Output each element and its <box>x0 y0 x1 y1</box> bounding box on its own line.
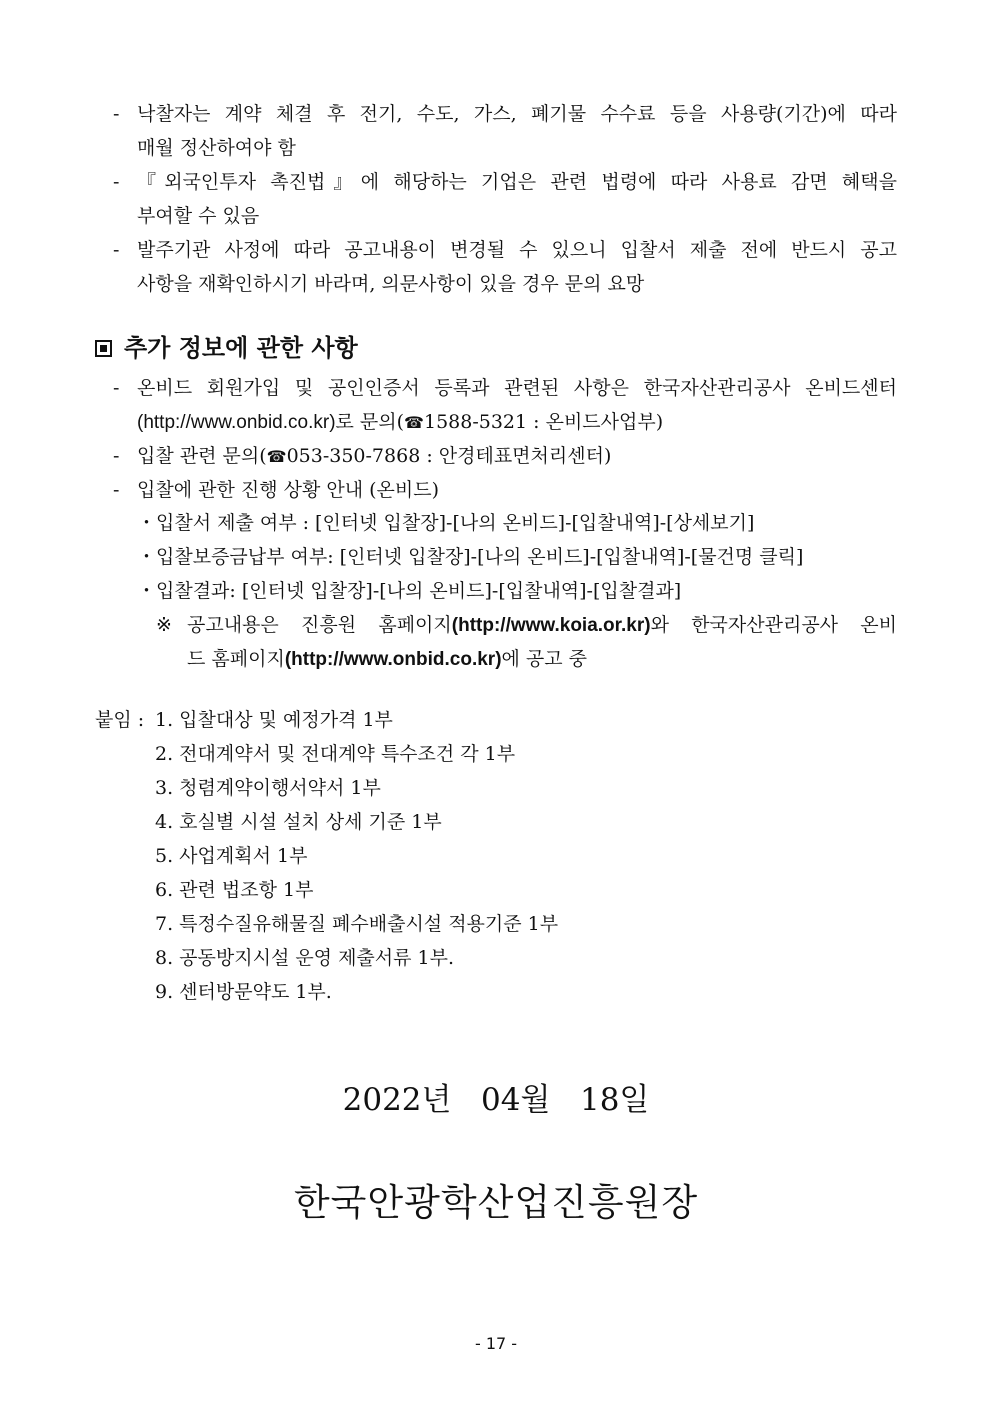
note-marker: ※ <box>156 614 172 636</box>
note-line2: 드 홈페이지(http://www.onbid.co.kr)에 공고 중 <box>187 648 588 670</box>
bullet-text: 낙찰자는 계약 체결 후 전기, 수도, 가스, 폐기물 수수료 등을 사용량(기간)에 따라 <box>137 103 897 125</box>
bullet-marker: - <box>113 239 120 261</box>
attachment-item: 8. 공동방지시설 운영 제출서류 1부. <box>155 947 455 969</box>
bullet-marker: - <box>113 103 120 125</box>
bullet-marker: - <box>113 479 120 501</box>
progress-item: ・입찰보증금납부 여부: [인터넷 입찰장]-[나의 온비드]-[입찰내역]-[물건명 클릭] <box>137 546 804 568</box>
onbid-url[interactable]: (http://www.onbid.co.kr) <box>137 412 336 433</box>
progress-item: ・입찰결과: [인터넷 입찰장]-[나의 온비드]-[입찰내역]-[입찰결과] <box>137 580 682 602</box>
issuer-name: 한국안광학산업진흥원장 <box>293 1181 699 1224</box>
bullet-text: 발주기관 사정에 따라 공고내용이 변경될 수 있으니 입찰서 제출 전에 반드시 공고 <box>137 239 897 261</box>
attachment-item: 9. 센터방문약도 1부. <box>155 981 332 1003</box>
bullet-text: 『외국인투자 촉진법』에 해당하는 기업은 관련 법령에 따라 사용료 감면 혜택을 <box>137 171 897 193</box>
bullet-text: 매월 정산하여야 함 <box>137 137 296 159</box>
bid-inquiry-text: 입찰 관련 문의(☎053-350-7868 : 안경테표면처리센터) <box>137 445 612 467</box>
filled-square-icon <box>95 340 112 357</box>
progress-title: 입찰에 관한 진행 상황 안내 (온비드) <box>137 479 439 501</box>
page-number: - 17 - <box>474 1334 518 1353</box>
attachments-label: 붙임 : <box>95 709 145 731</box>
onbid-info-text: 온비드 회원가입 및 공인인증서 등록과 관련된 사항은 한국자산관리공사 온비드센터 <box>137 377 897 399</box>
bullet-marker: - <box>113 445 120 467</box>
phone-icon: ☎ <box>266 447 287 466</box>
bullet-text: 부여할 수 있음 <box>137 205 260 227</box>
onbid-info-line2: (http://www.onbid.co.kr)로 문의(☎1588-5321 : 온비드사업부) <box>137 411 664 433</box>
document-date: 2022년 04월 18일 <box>342 1082 650 1118</box>
attachment-item: 7. 특정수질유해물질 폐수배출시설 적용기준 1부 <box>155 913 559 935</box>
bullet-text: 사항을 재확인하시기 바라며, 의문사항이 있을 경우 문의 요망 <box>137 273 645 295</box>
phone-icon: ☎ <box>404 413 424 432</box>
section-heading <box>95 333 358 363</box>
attachment-item: 2. 전대계약서 및 전대계약 특수조건 각 1부 <box>155 743 516 765</box>
attachment-item: 5. 사업계획서 1부 <box>155 845 308 867</box>
attachment-item: 1. 입찰대상 및 예정가격 1부 <box>155 709 393 731</box>
onbid-url[interactable]: (http://www.onbid.co.kr) <box>284 649 502 670</box>
attachment-item: 4. 호실별 시설 설치 상세 기준 1부 <box>155 811 442 833</box>
bullet-marker: - <box>113 377 120 399</box>
note-line1: 공고내용은 진흥원 홈페이지(http://www.koia.or.kr)와 한국자산관리공사 온비 <box>187 614 897 636</box>
section-title: 추가 정보에 관한 사항 <box>124 334 358 362</box>
bullet-marker: - <box>113 171 120 193</box>
attachment-item: 6. 관련 법조항 1부 <box>155 879 314 901</box>
progress-item: ・입찰서 제출 여부 : [인터넷 입찰장]-[나의 온비드]-[입찰내역]-[상세보기] <box>137 512 755 534</box>
koia-url[interactable]: (http://www.koia.or.kr) <box>451 615 651 636</box>
attachment-item: 3. 청렴계약이행서약서 1부 <box>155 777 381 799</box>
